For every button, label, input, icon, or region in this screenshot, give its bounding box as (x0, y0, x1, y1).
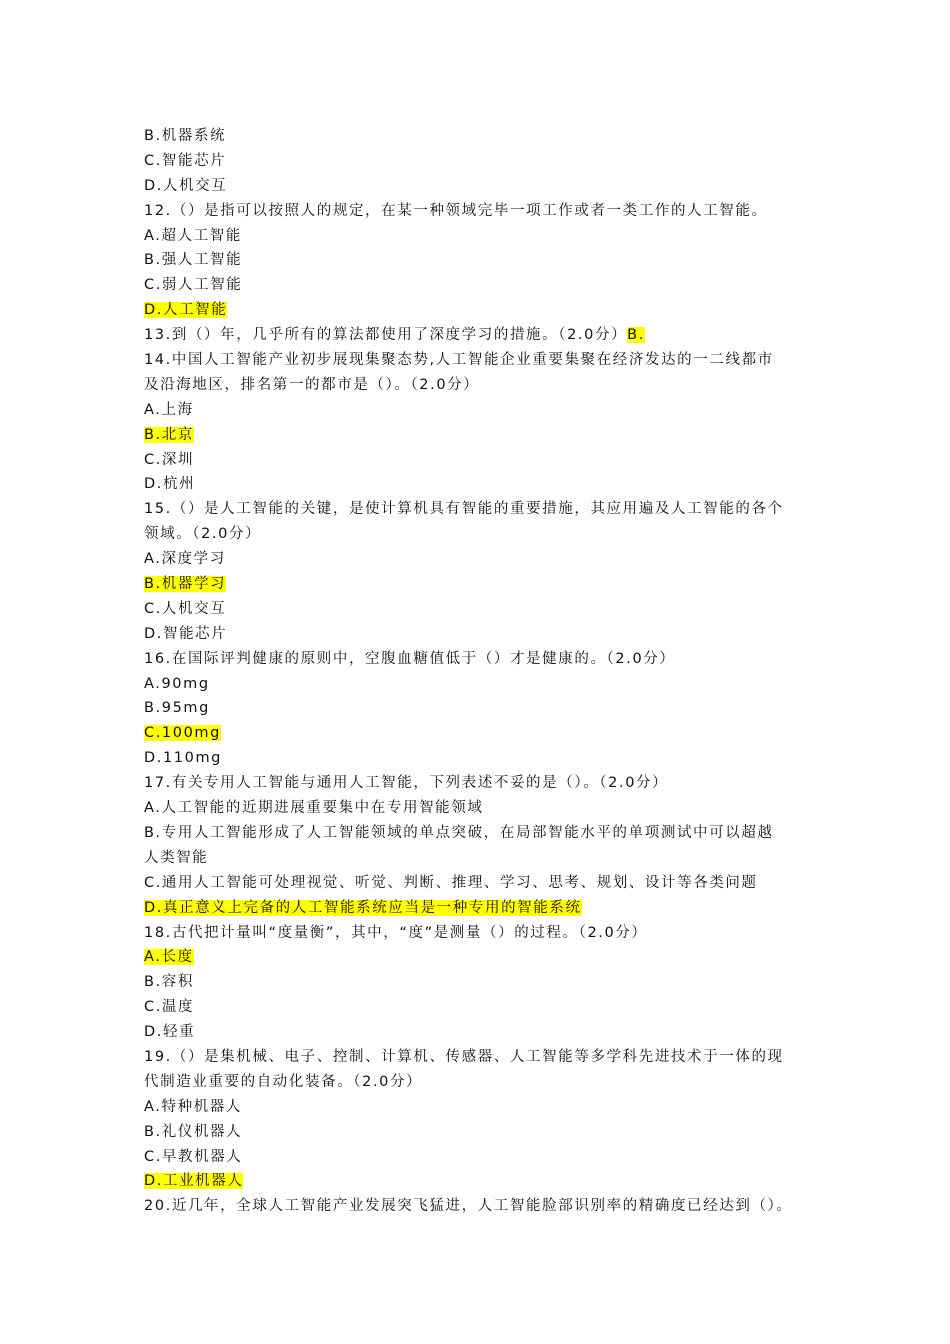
q19-question-line-2: 代制造业重要的自动化装备。（2.0分） (144, 1073, 423, 1090)
q19-question-line-1: 19.（）是集机械、电子、控制、计算机、传感器、人工智能等多学科先进技术于一体的现 (144, 1048, 784, 1065)
q16-option-d: D.110mg (144, 750, 222, 767)
q11-option-d: D.人机交互 (144, 177, 228, 194)
q12-option-c: C.弱人工智能 (144, 277, 243, 294)
q15-question-line-1: 15.（）是人工智能的关键，是使计算机具有智能的重要措施，其应用遍及人工智能的各个 (144, 501, 784, 518)
q12-option-b: B.强人工智能 (144, 252, 243, 269)
q13-question: 13.到（）年，几乎所有的算法都使用了深度学习的措施。（2.0分） (144, 327, 628, 344)
q14-option-a: A.上海 (144, 401, 194, 418)
q17-option-d-answer: D.真正意义上完备的人工智能系统应当是一种专用的智能系统 (144, 899, 582, 916)
q14-option-d: D.杭州 (144, 476, 196, 493)
q12-option-a: A.超人工智能 (144, 227, 242, 244)
q14-option-b-answer: B.北京 (144, 426, 194, 443)
q19-option-d-answer: D.工业机器人 (144, 1173, 244, 1190)
q17-option-a: A.人工智能的近期进展重要集中在专用智能领域 (144, 800, 484, 817)
q20-question: 20.近几年，全球人工智能产业发展突飞猛进，人工智能脸部识别率的精确度已经达到（）。 (144, 1198, 793, 1215)
q12-option-d-answer: D.人工智能 (144, 302, 228, 319)
q15-option-c: C.人机交互 (144, 600, 227, 617)
q15-option-b-answer: B.机器学习 (144, 576, 227, 593)
question-list (144, 124, 824, 1219)
q18-option-c: C.温度 (144, 999, 195, 1016)
q19-option-c: C.早教机器人 (144, 1148, 243, 1165)
q16-option-a: A.90mg (144, 675, 210, 692)
q16-option-c-answer: C.100mg (144, 725, 221, 742)
q18-option-a-answer: A.长度 (144, 949, 194, 966)
q17-option-b-line-2: 人类智能 (144, 849, 209, 866)
q11-option-c: C.智能芯片 (144, 152, 227, 169)
q17-question: 17.有关专用人工智能与通用人工智能，下列表述不妥的是（）。（2.0分） (144, 775, 669, 792)
q15-option-a: A.深度学习 (144, 551, 226, 568)
q17-option-c: C.通用人工智能可处理视觉、听觉、判断、推理、学习、思考、规划、设计等各类问题 (144, 874, 758, 891)
q19-option-a: A.特种机器人 (144, 1098, 242, 1115)
q18-option-d: D.轻重 (144, 1024, 196, 1041)
q11-option-b: B.机器系统 (144, 128, 227, 144)
q16-option-b: B.95mg (144, 700, 210, 717)
q14-option-c: C.深圳 (144, 451, 195, 468)
q13-answer: B. (627, 327, 645, 344)
q19-option-b: B.礼仪机器人 (144, 1123, 243, 1140)
q18-option-b: B.容积 (144, 974, 194, 991)
q14-question-line-2: 及沿海地区，排名第一的都市是（）。（2.0分） (144, 376, 480, 393)
q18-question: 18.古代把计量叫“度量衡”，其中，“度”是测量（）的过程。（2.0分） (144, 924, 648, 941)
q15-question-line-2: 领域。（2.0分） (144, 526, 262, 543)
q16-question: 16.在国际评判健康的原则中，空腹血糖值低于（）才是健康的。（2.0分） (144, 650, 676, 667)
q15-option-d: D.智能芯片 (144, 625, 228, 642)
q14-question-line-1: 14.中国人工智能产业初步展现集聚态势,人工智能企业重要集聚在经济发达的一二线都市 (144, 352, 774, 369)
q12-question: 12.（）是指可以按照人的规定，在某一种领域完毕一项工作或者一类工作的人工智能。 (144, 202, 768, 219)
q17-option-b-line-1: B.专用人工智能形成了人工智能领域的单点突破，在局部智能水平的单项测试中可以超越 (144, 824, 774, 841)
